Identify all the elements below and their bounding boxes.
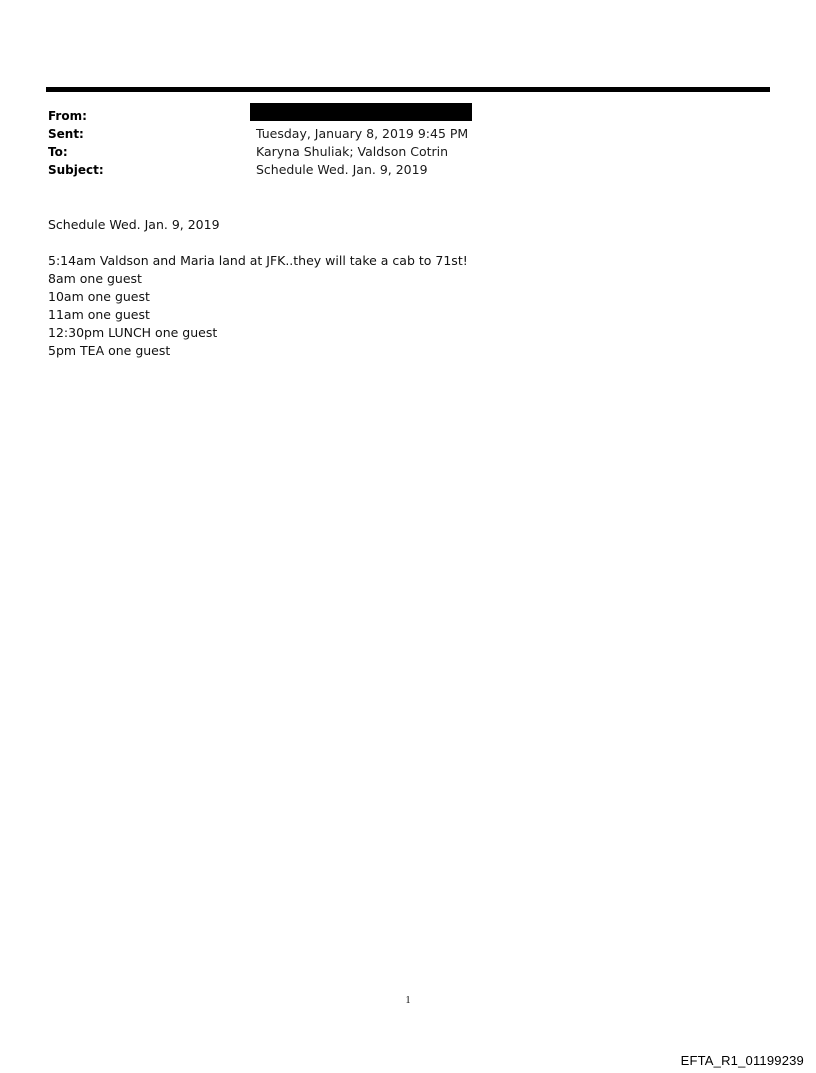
- subject-label: Subject:: [48, 163, 104, 177]
- redaction-block: [250, 103, 472, 121]
- header-divider: [46, 87, 770, 92]
- to-row: [48, 142, 748, 160]
- schedule-line: 11am one guest: [48, 307, 150, 322]
- schedule-line: 5:14am Valdson and Maria land at JFK..they will take a cab to 71st!: [48, 253, 468, 268]
- to-value: Karyna Shuliak; Valdson Cotrin: [256, 144, 449, 159]
- to-label: To:: [48, 145, 68, 159]
- document-id: EFTA_R1_01199239: [680, 1053, 804, 1068]
- email-body: [48, 216, 468, 360]
- schedule-line: 10am one guest: [48, 289, 150, 304]
- page-number: 1: [405, 995, 411, 1006]
- sent-label: Sent:: [48, 127, 84, 141]
- subject-row: [48, 160, 748, 178]
- body-spacer: [48, 234, 468, 252]
- body-heading: Schedule Wed. Jan. 9, 2019: [48, 217, 220, 232]
- schedule-line: 8am one guest: [48, 271, 142, 286]
- from-row: [48, 106, 748, 124]
- from-label: From:: [48, 109, 87, 123]
- sent-value: Tuesday, January 8, 2019 9:45 PM: [256, 126, 469, 141]
- schedule-line: 12:30pm LUNCH one guest: [48, 325, 218, 340]
- sent-row: [48, 124, 748, 142]
- subject-value: Schedule Wed. Jan. 9, 2019: [256, 162, 428, 177]
- email-header: [48, 106, 748, 178]
- schedule-line: 5pm TEA one guest: [48, 343, 171, 358]
